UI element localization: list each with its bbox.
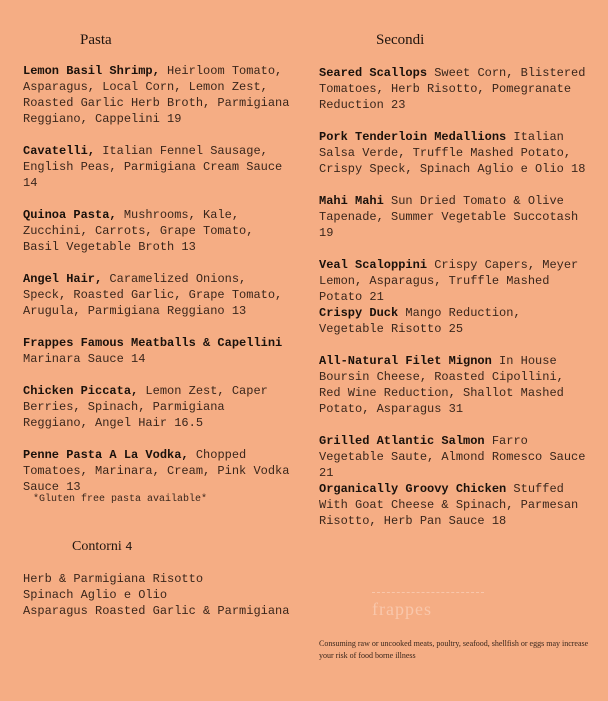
pasta-item-quinoa-pasta: Quinoa Pasta, Mushrooms, Kale, Zucchini, Carrots, Grape Tomato, Basil Vegetable Broth 13	[23, 208, 254, 254]
secondi-item-filet-mignon: All-Natural Filet Mignon In House Boursin Cheese, Roasted Cipollini, Red Wine Reduction, Shallot Mashed Potato, Asparagus 31	[319, 354, 564, 416]
contorni-item: Herb & Parmigiana Risotto	[23, 572, 204, 586]
pasta-item-angel-hair: Angel Hair, Caramelized Onions, Speck, Roasted Garlic, Grape Tomato, Arugula, Parmigiana Reggiano 13	[23, 272, 283, 318]
contorni-price: 4	[125, 540, 133, 554]
secondi-item-pork-tenderloin: Pork Tenderloin Medallions Italian Salsa Verde, Truffle Mashed Potato, Crispy Speck, Spinach Aglio e Olio 18	[319, 130, 586, 176]
restaurant-logo: frappes	[372, 592, 484, 637]
pasta-item-penne-vodka: Penne Pasta A La Vodka, Chopped Tomatoes, Marinara, Cream, Pink Vodka Sauce 13	[23, 448, 290, 494]
pasta-item-cavatelli: Cavatelli, Italian Fennel Sausage, English Peas, Parmigiana Cream Sauce 14	[23, 144, 283, 190]
gluten-free-note: *Gluten free pasta available*	[33, 494, 208, 505]
pasta-item-lemon-basil-shrimp: Lemon Basil Shrimp, Heirloom Tomato, Asparagus, Local Corn, Lemon Zest, Roasted Garlic Herb Broth, Parmigiana Reggiano, Cappelini 19	[23, 64, 290, 126]
secondi-heading: Secondi	[376, 32, 425, 48]
pasta-item-meatballs-capellini: Frappes Famous Meatballs & Capellini Marinara Sauce 14	[23, 336, 283, 366]
secondi-item-seared-scallops: Seared Scallops Sweet Corn, Blistered Tomatoes, Herb Risotto, Pomegranate Reduction 23	[319, 66, 586, 112]
secondi-item-crispy-duck: Crispy Duck Mango Reduction, Vegetable Risotto 25	[319, 306, 521, 336]
secondi-item-groovy-chicken: Organically Groovy Chicken Stuffed With Goat Cheese & Spinach, Parmesan Risotto, Herb Pan Sauce 18	[319, 482, 579, 528]
secondi-item-atlantic-salmon: Grilled Atlantic Salmon Farro Vegetable Saute, Almond Romesco Sauce 21	[319, 434, 586, 480]
pasta-item-chicken-piccata: Chicken Piccata, Lemon Zest, Caper Berries, Spinach, Parmigiana Reggiano, Angel Hair 16.5	[23, 384, 268, 430]
contorni-item: Asparagus Roasted Garlic & Parmigiana	[23, 604, 290, 618]
contorni-heading: Contorni 4	[72, 539, 133, 554]
food-safety-disclaimer: Consuming raw or uncooked meats, poultry, seafood, shellfish or eggs may increase your risk of food borne illness	[319, 639, 589, 660]
secondi-item-mahi-mahi: Mahi Mahi Sun Dried Tomato & Olive Tapenade, Summer Vegetable Succotash 19	[319, 194, 579, 240]
pasta-heading: Pasta	[80, 32, 112, 48]
secondi-item-veal-scaloppini: Veal Scaloppini Crispy Capers, Meyer Lemon, Asparagus, Truffle Mashed Potato 21	[319, 258, 579, 304]
contorni-item: Spinach Aglio e Olio	[23, 588, 168, 602]
